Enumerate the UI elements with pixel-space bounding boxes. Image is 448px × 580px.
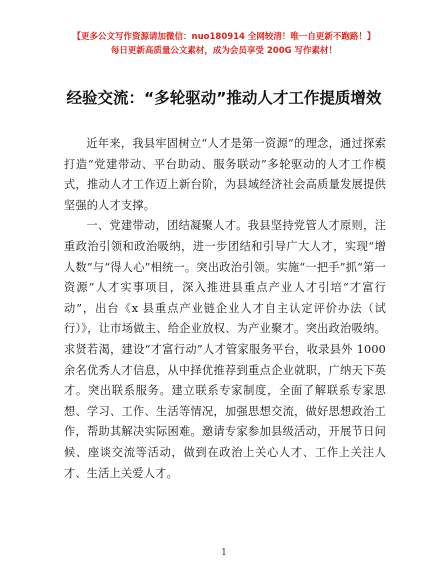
document-title: 经验交流：“多轮驱动”推动人才工作提质增效 [66, 89, 382, 107]
promo-banner-line-2: 每日更新高质量公文素材，成为会员享受 200G 写作素材！ [110, 46, 338, 56]
promo-banner-line-1: 【更多公文写作资源请加微信：nuo180914 全网较清！唯一自更新不跑路！】 [72, 32, 376, 42]
paragraph-section-1: 一、党建带动，团结凝聚人才。我县坚持党管人才原则，注重政治引领和政治吸纳，进一步团结和引导广大人才，实现“增人数”与“得人心”相统一。突出政治引领。实施“一把手”抓“第一资源”人才实事项目，深入推进县重点产业人才引培“才富行动”，出台《x 县重点产业链企业人才自主认定评价办法（试行）》，让市场做主、给企业放权、为产业聚才。突出政治吸纳。求贤若渴，建设“才富行动”人才管家服务平台，收录县外 1000 余名优秀人才信息，从中择优推荐到重点企业就职，广纳天下英才。突出联系服务。建立联系专家制度，全面了解联系专家思想、学习、工作、生活等情况，加强思想交流，做好思想政治工作，帮助其解决实际困难。邀请专家参加县级活动，开展节日问候、座谈交流等活动，做到在政治上关心人才、工作上关注人才、生活上关爱人才。 [64, 219, 386, 480]
document-body [64, 134, 386, 484]
page-number: 1 [221, 548, 227, 558]
paragraph-intro: 近年来，我县牢固树立“人才是第一资源”的理念，通过探索打造“党建带动、平台助动、服务联动”多轮驱动的人才工作模式，推动人才工作迈上新台阶，为县域经济社会高质量发展提供坚强的人才支撑。 [64, 137, 386, 212]
